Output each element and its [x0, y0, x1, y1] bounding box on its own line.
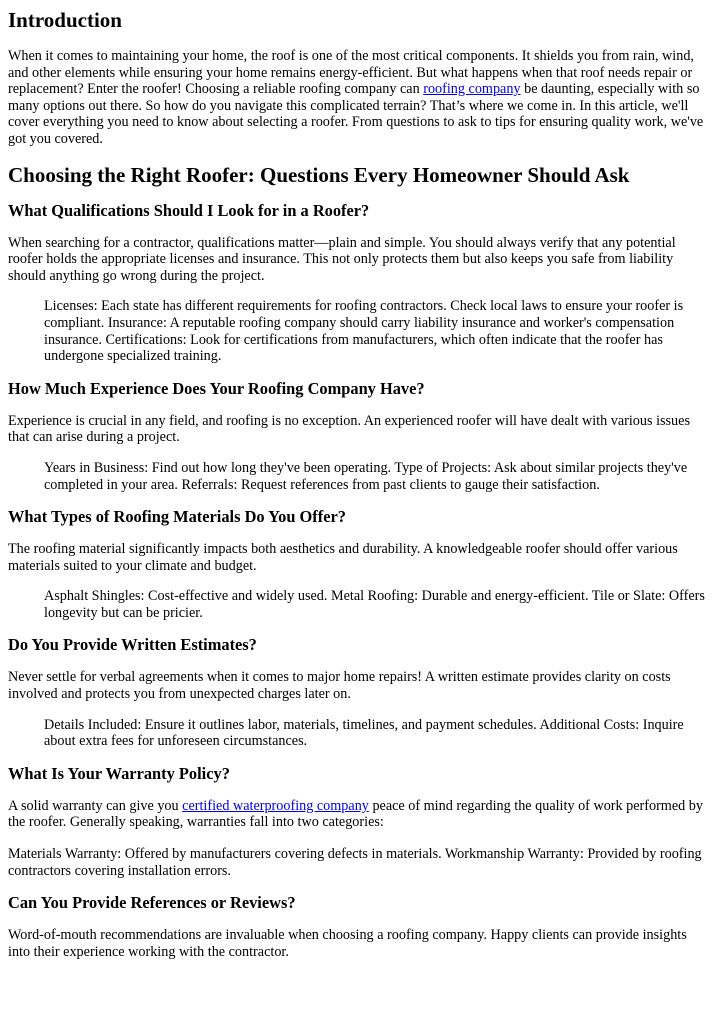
article [0, 8, 720, 960]
qualifications-paragraph: When searching for a contractor, qualifications matter—plain and simple. You should always verify that any potential roofer holds the appropriate licenses and insurance. This not only protects them but also keeps you safe from liability should anything go wrong during the project. [8, 234, 676, 284]
estimates-paragraph: Never settle for verbal agreements when it comes to major home repairs! A written estimate provides clarity on costs involved and protects you from unexpected charges later on. [8, 669, 671, 703]
warranty-text-end: peace of mind regarding the quality of work performed by the roofer. Generally speaking, warranties fall into two categories: [8, 797, 703, 831]
waterproofing-company-link[interactable]: certified waterproofing company [182, 797, 369, 814]
estimates-heading: Do You Provide Written Estimates? [8, 635, 257, 655]
main-heading: Choosing the Right Roofer: Questions Every Homeowner Should Ask [8, 162, 630, 187]
warranty-text-start: A solid warranty can give you [8, 797, 183, 814]
warranty-types-paragraph: Materials Warranty: Offered by manufacturers covering defects in materials. Workmanship Warranty: Provided by roofing contractors covering installation errors. [8, 846, 702, 879]
materials-quote: Asphalt Shingles: Cost-effective and widely used. Metal Roofing: Durable and energy-efficient. Tile or Slate: Offers longevity but can be pricier. [44, 588, 705, 621]
experience-quote: Years in Business: Find out how long they've been operating. Type of Projects: Ask about similar projects they've completed in your area. Referrals: Request references from past clients to gauge their satisfaction. [44, 459, 688, 493]
materials-heading: What Types of Roofing Materials Do You Offer? [8, 507, 346, 527]
intro-heading: Introduction [8, 8, 122, 32]
warranty-paragraph [8, 798, 712, 831]
experience-paragraph: Experience is crucial in any field, and roofing is no exception. An experienced roofer will have dealt with various issues that can arise during a project. [8, 412, 690, 446]
qualifications-heading: What Qualifications Should I Look for in a Roofer? [8, 200, 370, 220]
intro-paragraph [8, 48, 712, 148]
roofing-company-link[interactable]: roofing company [423, 81, 521, 98]
experience-heading: How Much Experience Does Your Roofing Company Have? [8, 378, 425, 398]
estimates-quote: Details Included: Ensure it outlines labor, materials, timelines, and payment schedules. Additional Costs: Inquire about extra fees for unforeseen circumstances. [44, 716, 684, 750]
intro-text-end: be daunting, especially with so many options out there. So how do you navigate this complicated terrain? That’s where we come in. In this article, we'll cover everything you need to know about selecting a roofer. From questions to ask to tips for ensuring quality work, we've got you covered. [8, 81, 704, 147]
warranty-heading: What Is Your Warranty Policy? [8, 763, 230, 783]
references-paragraph: Word-of-mouth recommendations are invaluable when choosing a roofing company. Happy clients can provide insights into their experience working with the contractor. [8, 927, 687, 960]
references-heading: Can You Provide References or Reviews? [8, 893, 296, 913]
materials-paragraph: The roofing material significantly impacts both aesthetics and durability. A knowledgeable roofer should offer various materials suited to your climate and budget. [8, 541, 678, 574]
qualifications-quote: Licenses: Each state has different requirements for roofing contractors. Check local laws to ensure your roofer is compliant. Insurance: A reputable roofing company should carry liability insurance and worker's compensation insurance. Certifications: Look for certifications from manufacturers, which often indicate that the roofer has undergone specialized training. [44, 298, 684, 365]
intro-text-start: When it comes to maintaining your home, the roof is one of the most critical components. It shields you from rain, wind, and other elements while ensuring your home remains energy-efficient. But what happens when that roof needs repair or replacement? Enter the roofer! Choosing a reliable roofing company can [8, 48, 694, 98]
